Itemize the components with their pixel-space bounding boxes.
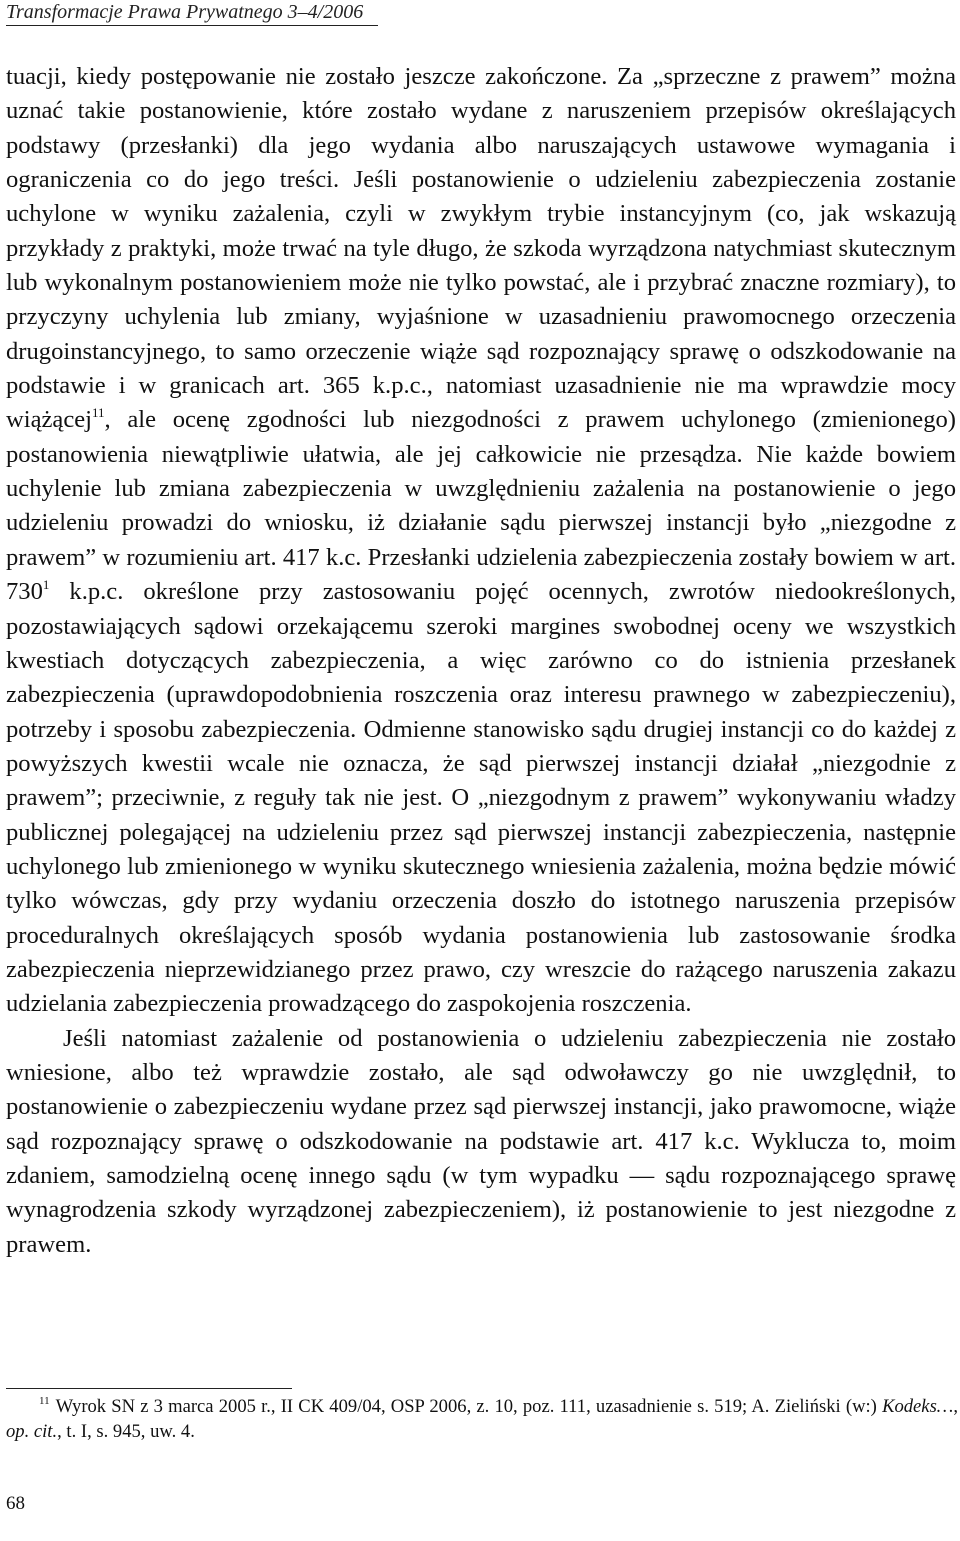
footnote-text-a: Wyrok SN z 3 marca 2005 r., II CK 409/04, OSP 2006, z. 10, poz. 111, uzasadnienie s. 519; A. Zieliński (w:) [55, 1396, 883, 1417]
footnote-rule [6, 1388, 292, 1389]
paragraph-1-part-c: k.p.c. określone przy zastosowaniu pojęć ocennych, zwrotów niedookreślonych, pozostawiających sądowi orzekającemu szeroki margines swobodnej oceny we wszystkich kwestiach dotyczących zabezpieczenia, a więc zarówno co do istnienia przesłanek zabezpieczenia (uprawdopodobnienia roszczenia oraz interesu prawnego w zabezpieczeniu), potrzeby i sposobu zabezpieczenia. Odmienne stanowisko sądu drugiej instancji co do każdej z powyższych kwestii wcale nie oznacza, że sąd pierwszej instancji działał „niezgodnie z prawem”; przeciwnie, z reguły tak nie jest. O „niezgodnym z prawem” wykonywaniu władzy publicznej polegającej na udzieleniu przez sąd pierwszej instancji zabezpieczenia, następnie uchylonego lub zmienionego w wyniku skutecznego wniesienia zażalenia, można będzie mówić tylko wówczas, gdy przy wydaniu orzeczenia doszło do istotnego naruszenia przepisów proceduralnych określających sposób wydania postanowienia lub zastosowanie środka zabezpieczenia nieprzewidzianego przez prawo, czy wreszcie do rażącego naruszenia zakazu udzielania zabezpieczenia prowadzącego do zaspokojenia roszczenia. [6, 578, 956, 1018]
superscript-730-1: 1 [42, 577, 50, 593]
header-rule [6, 25, 378, 26]
footnote [6, 1394, 958, 1444]
paragraph-1-part-a: tuacji, kiedy postępowanie nie zostało jeszcze zakończone. Za „sprzeczne z prawem” można uznać takie postanowienie, które zostało wydane z naruszeniem przepisów określających podstawy (przesłanki) dla jego wydania albo naruszających ustawowe wymagania i ograniczenia co do jego treści. Jeśli postanowienie o udzieleniu zabezpieczenia zostanie uchylone w wyniku zażalenia, czyli w zwykłym trybie instancyjnym (co, jak wskazują przykłady z praktyki, może trwać na tyle długo, że szkoda wyrządzona natychmiast skutecznym lub wykonalnym postanowieniem może nie tylko powstać, ale i przybrać znaczne rozmiary), to przyczyny uchylenia lub zmiany, wyjaśnione w uzasadnieniu prawomocnego orzeczenia drugoinstancyjnego, to samo orzeczenie wiąże sąd rozpoznający sprawę o odszkodowanie na podstawie i w granicach art. 365 k.p.c., natomiast uzasadnienie nie ma wprawdzie mocy wiążącej [6, 63, 956, 434]
paragraph-1 [6, 60, 956, 1022]
footnote-11 [6, 1394, 958, 1444]
footnote-text-c: , t. I, s. 945, uw. 4. [57, 1421, 195, 1442]
page-number: 68 [6, 1493, 25, 1514]
body-text [6, 60, 956, 1262]
footnote-ref-11[interactable]: 11 [92, 405, 105, 421]
footnote-number: 11 [39, 1395, 50, 1407]
paragraph-1-part-b: , ale ocenę zgodności lub niezgodności z prawem uchylonego (zmienionego) postanowienia niewątpliwie ułatwia, ale jej całkowicie nie przesądza. Nie każde bowiem uchylenie lub zmiana zabezpieczenia w uwzględnieniu zażalenia na postanowienie o jego udzieleniu prowadzi do wniosku, iż działanie sądu pierwszej instancji było „niezgodne z prawem” w rozumieniu art. 417 k.c. Przesłanki udzielenia zabezpieczenia zostały bowiem w art. 730 [6, 406, 956, 606]
running-header: Transformacje Prawa Prywatnego 3–4/2006 [6, 1, 364, 23]
footnote-italic-a: Kodeks… [882, 1396, 954, 1417]
footnote-text-b: , [953, 1396, 958, 1417]
footnote-italic-b: op. cit. [6, 1421, 58, 1442]
paragraph-2: Jeśli natomiast zażalenie od postanowienia o udzieleniu zabezpieczenia nie zostało wniesione, albo też wprawdzie zostało, ale sąd odwoławczy go nie uwzględnił, to postanowienie o zabezpieczeniu wydane przez sąd pierwszej instancji, jako prawomocne, wiąże sąd rozpoznający sprawę o odszkodowanie na podstawie art. 417 k.c. Wyklucza to, moim zdaniem, samodzielną ocenę innego sądu (w tym wypadku — sądu rozpoznającego sprawę wynagrodzenia szkody wyrządzonej zabezpieczeniem), iż postanowienie to jest niezgodne z prawem. [6, 1024, 956, 1258]
